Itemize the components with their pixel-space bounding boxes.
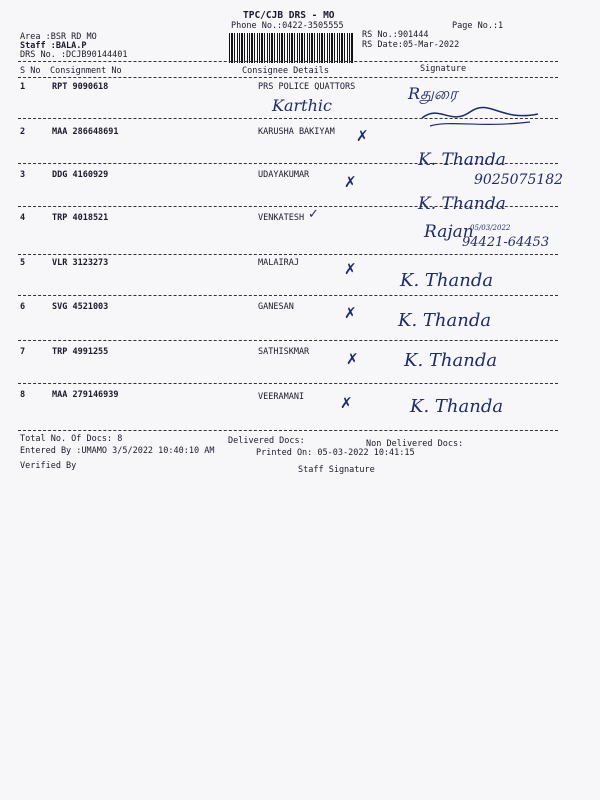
row-consignee: VEERAMANI: [258, 392, 305, 402]
drs-number: DRS No. :DCJB90144401: [20, 50, 128, 60]
divider: [18, 61, 558, 62]
divider: [18, 118, 558, 119]
divider: [18, 430, 558, 431]
handwritten-phone: 9025075182: [474, 172, 564, 188]
area-label: Area :BSR RD MO: [20, 32, 97, 42]
handwritten-phone: 94421-64453: [462, 235, 550, 250]
divider: [18, 206, 558, 207]
report-title: TPC/CJB DRS - MO: [243, 10, 335, 21]
col-consignee: Consignee Details: [242, 66, 329, 76]
row-consignee: GANESAN: [258, 302, 294, 312]
row-consignment: TRP 4018521: [52, 213, 109, 223]
non-delivered-docs: Non Delivered Docs:: [366, 439, 464, 449]
row-sno: 6: [20, 302, 26, 312]
total-docs: Total No. Of Docs: 8: [20, 434, 123, 444]
row-consignment: TRP 4991255: [52, 347, 109, 357]
col-consignment: Consignment No: [50, 66, 122, 76]
staff-label: Staff :BALA.P: [20, 41, 87, 51]
signature: Rதுரை: [408, 84, 458, 103]
row-sno: 7: [20, 347, 26, 357]
divider: [18, 163, 558, 164]
row-consignee: UDAYAKUMAR: [258, 170, 310, 180]
row-sno: 2: [20, 127, 26, 137]
tick-mark: ✗: [344, 304, 357, 322]
divider: [18, 254, 558, 255]
row-consignment: MAA 286648691: [52, 127, 119, 137]
delivered-docs: Delivered Docs:: [228, 436, 305, 446]
row-consignment: SVG 4521003: [52, 302, 109, 312]
staff-signature: Staff Signature: [298, 465, 375, 475]
row-consignee: VENKATESH: [258, 213, 305, 223]
signature-scribble: [420, 100, 540, 130]
row-consignment: DDG 4160929: [52, 170, 109, 180]
rs-number: RS No.:901444: [362, 30, 429, 40]
col-sno: S No: [20, 66, 41, 76]
phone-number: Phone No.:0422-3505555: [231, 21, 344, 31]
tick-mark: ✗: [344, 173, 357, 191]
row-consignee: PRS POLICE QUATTORS: [258, 82, 356, 92]
verified-by: Verified By: [20, 461, 77, 471]
divider: [18, 295, 558, 296]
signature: Rajan: [424, 222, 474, 242]
row-consignment: VLR 3123273: [52, 258, 109, 268]
signature: K. Thanda: [404, 350, 498, 371]
signature: K. Thanda: [410, 396, 504, 417]
row-sno: 8: [20, 390, 26, 400]
tick-mark: ✗: [344, 260, 357, 278]
row-sno: 3: [20, 170, 26, 180]
tick-mark: ✗: [340, 394, 353, 412]
row-sno: 5: [20, 258, 26, 268]
tick-mark: ✗: [356, 127, 369, 145]
col-signature: Signature: [420, 64, 467, 74]
divider: [18, 340, 558, 341]
divider: [18, 77, 558, 78]
signature: K. Thanda: [418, 194, 506, 214]
row-consignee: KARUSHA BAKIYAM: [258, 127, 335, 137]
row-consignee: SATHISKMAR: [258, 347, 310, 357]
row-consignee: MALAIRAJ: [258, 258, 299, 268]
entered-by: Entered By :UMAMO 3/5/2022 10:40:10 AM: [20, 446, 215, 456]
handwritten-date: 05/03/2022: [470, 224, 511, 232]
signature: K. Thanda: [398, 310, 492, 331]
rs-date: RS Date:05-Mar-2022: [362, 40, 460, 50]
handwritten-name: Karthic: [272, 96, 332, 115]
signature: K. Thanda: [418, 150, 506, 170]
row-sno: 1: [20, 82, 26, 92]
row-consignment: MAA 279146939: [52, 390, 119, 400]
tick-mark: ✗: [346, 350, 359, 368]
page-number: Page No.:1: [452, 21, 504, 31]
row-sno: 4: [20, 213, 26, 223]
barcode-image: [229, 33, 354, 63]
check-mark: ✓: [308, 207, 319, 222]
signature: K. Thanda: [400, 270, 494, 291]
row-consignment: RPT 9090618: [52, 82, 109, 92]
divider: [18, 383, 558, 384]
printed-on: Printed On: 05-03-2022 10:41:15: [256, 448, 415, 458]
